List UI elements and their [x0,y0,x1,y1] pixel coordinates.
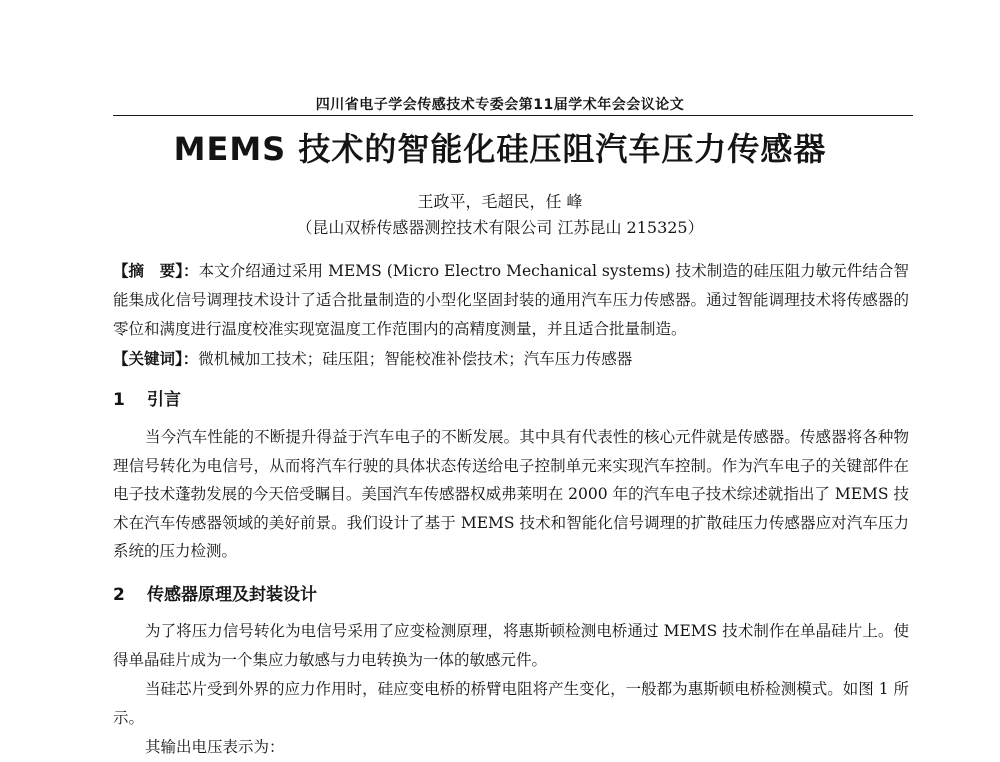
header-rule [113,115,913,116]
body-paragraph: 为了将压力信号转化为电信号采用了应变检测原理，将惠斯顿检测电桥通过 MEMS 技术制作在单晶硅片上。使得单晶硅片成为一个集应力敏感与力电转换为一体的敏感元件。 [113,622,909,669]
abstract-text: 本文介绍通过采用 MEMS (Micro Electro Mechanical systems) 技术制造的硅压阻力敏元件结合智能集成化信号调理技术设计了适合批量制造的小型化坚固封装的通用汽车压力传感器。通过智能调理技术将传感器的零位和满度进行温度校准实现宽温度工作范围内的高精度测量，并且适合批量制造。 [113,262,909,338]
section-number: 1 [113,390,125,410]
section-title: 传感器原理及封装设计 [147,585,317,605]
keywords-label: 【关键词】： [113,350,199,368]
section-heading-principle [113,580,317,605]
body-paragraph: 当硅芯片受到外界的应力作用时，硅应变电桥的桥臂电阻将产生变化，一般都为惠斯顿电桥检测模式。如图 1 所示。 [113,680,909,727]
author-list: 王政平，毛超民，任 峰 [417,192,583,211]
abstract-label: 【摘 要】： [113,262,199,280]
author-affiliation: （昆山双桥传感器测控技术有限公司 江苏昆山 215325） [296,218,704,237]
section-number: 2 [113,585,125,605]
body-paragraph: 其输出电压表示为： [145,738,285,756]
body-paragraph: 当今汽车性能的不断提升得益于汽车电子的不断发展。其中具有代表性的核心元件就是传感器。传感器将各种物理信号转化为电信号，从而将汽车行驶的具体状态传送给电子控制单元来实现汽车控制。作为汽车电子的关键部件在电子技术蓬勃发展的今天倍受瞩目。美国汽车传感器权威弗莱明在 2000 年的汽车电子技术综述就指出了 MEMS 技术在汽车传感器领域的美好前景。我们设计了基于 MEMS 技术和智能化信号调理的扩散硅压力传感器应对汽车压力系统的压力检测。 [113,428,909,560]
section-title: 引言 [147,390,181,410]
keywords-block [113,346,909,372]
running-header: 四川省电子学会传感技术专委会第11届学术年会会议论文 [315,97,685,113]
paper-title: MEMS 技术的智能化硅压阻汽车压力传感器 [173,130,827,168]
abstract-block [113,257,909,344]
keywords-text: 微机械加工技术；硅压阻；智能校准补偿技术；汽车压力传感器 [198,350,633,368]
section-heading-introduction [113,385,181,410]
